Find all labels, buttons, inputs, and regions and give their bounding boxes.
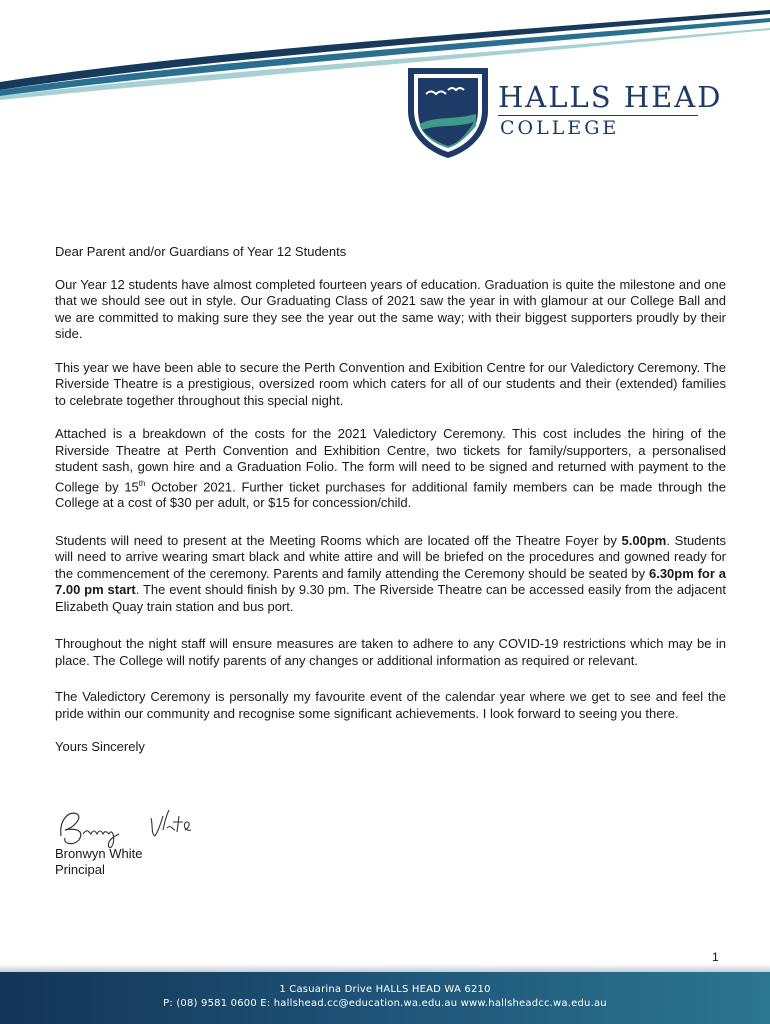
signer-block xyxy=(55,846,142,878)
closing: Yours Sincerely xyxy=(55,739,145,755)
college-name: HALLS HEAD xyxy=(498,80,723,114)
footer-bar xyxy=(0,972,770,1024)
letter-body xyxy=(55,244,726,756)
arrival-text-part1: Students will need to present at the Meeting Rooms which are located off the Theatre Foyer by xyxy=(55,532,622,548)
college-logo xyxy=(404,64,723,164)
arrival-time: 5.00pm xyxy=(621,532,667,548)
seating-time: 6.30pm for a 7.00 pm start xyxy=(55,565,726,598)
paragraph-costs xyxy=(55,426,726,512)
paragraph-venue: This year we have been able to secure the Perth Convention and Exibition Centre for our Valedictory Ceremony. The Riverside Theatre is a prestigious, oversized room which caters for all of our students and their (extended) families to celebrate together throughout this special night. xyxy=(55,359,726,408)
signer-name: Bronwyn White xyxy=(55,846,143,861)
signer-title: Principal xyxy=(55,862,105,877)
costs-text-part1: Attached is a breakdown of the costs for the 2021 Valedictory Ceremony. This cost includes the hiring of the Riverside Theatre at Perth Convention and Exhibition Centre, two tickets for family/supporters, a personalised student sash, gown hire and a Graduation Folio. The form will need to be signed and returned with payment to the College by 15 xyxy=(55,426,726,494)
paragraph-graduation: Our Year 12 students have almost completed fourteen years of education. Graduation is quite the milestone and one that we should see out in style. Our Graduating Class of 2021 saw the year in with glamour at our College Ball and we are committed to making sure they see the year out the same way; with their biggest supporters proudly by their side. xyxy=(55,276,726,341)
paragraph-covid: Throughout the night staff will ensure measures are taken to adhere to any COVID-19 restrictions which may be in place. The College will notify parents of any changes or additional information as required or relevant. xyxy=(55,636,726,668)
signature-image xyxy=(55,800,215,850)
arrival-text-part3: . The event should finish by 9.30 pm. The Riverside Theatre can be accessed easily from the adjacent Elizabeth Quay train station and bus port. xyxy=(55,582,726,614)
logo-divider xyxy=(498,115,698,116)
paragraph-closing-remarks: The Valedictory Ceremony is personally my favourite event of the calendar year where we get to see and feel the pride within our community and recognise some significant achievements. I look forward to seeing you there. xyxy=(55,689,726,721)
costs-text-part2: October 2021. Further ticket purchases for additional family members can be made through the College at a cost of $30 per adult, or $15 for concession/child. xyxy=(55,478,726,511)
arrival-text-part2: . Students will need to arrive wearing smart black and white attire and will be briefed on the procedures and gowned ready for the commencement of the ceremony. Parents and family attending the Ceremony should be seated by xyxy=(55,532,726,581)
footer-contact: P: (08) 9581 0600 E: hallshead.cc@education.wa.edu.au www.hallsheadcc.wa.edu.au xyxy=(163,998,607,1009)
date-ordinal: th xyxy=(138,478,146,488)
footer-address: 1 Casuarina Drive HALLS HEAD WA 6210 xyxy=(279,984,491,995)
salutation: Dear Parent and/or Guardians of Year 12 Students xyxy=(55,244,347,259)
college-subname: COLLEGE xyxy=(500,117,620,139)
crest-icon xyxy=(404,64,492,160)
page-number: 1 xyxy=(712,950,719,964)
footer-fade xyxy=(0,964,770,972)
paragraph-arrival xyxy=(55,533,726,616)
